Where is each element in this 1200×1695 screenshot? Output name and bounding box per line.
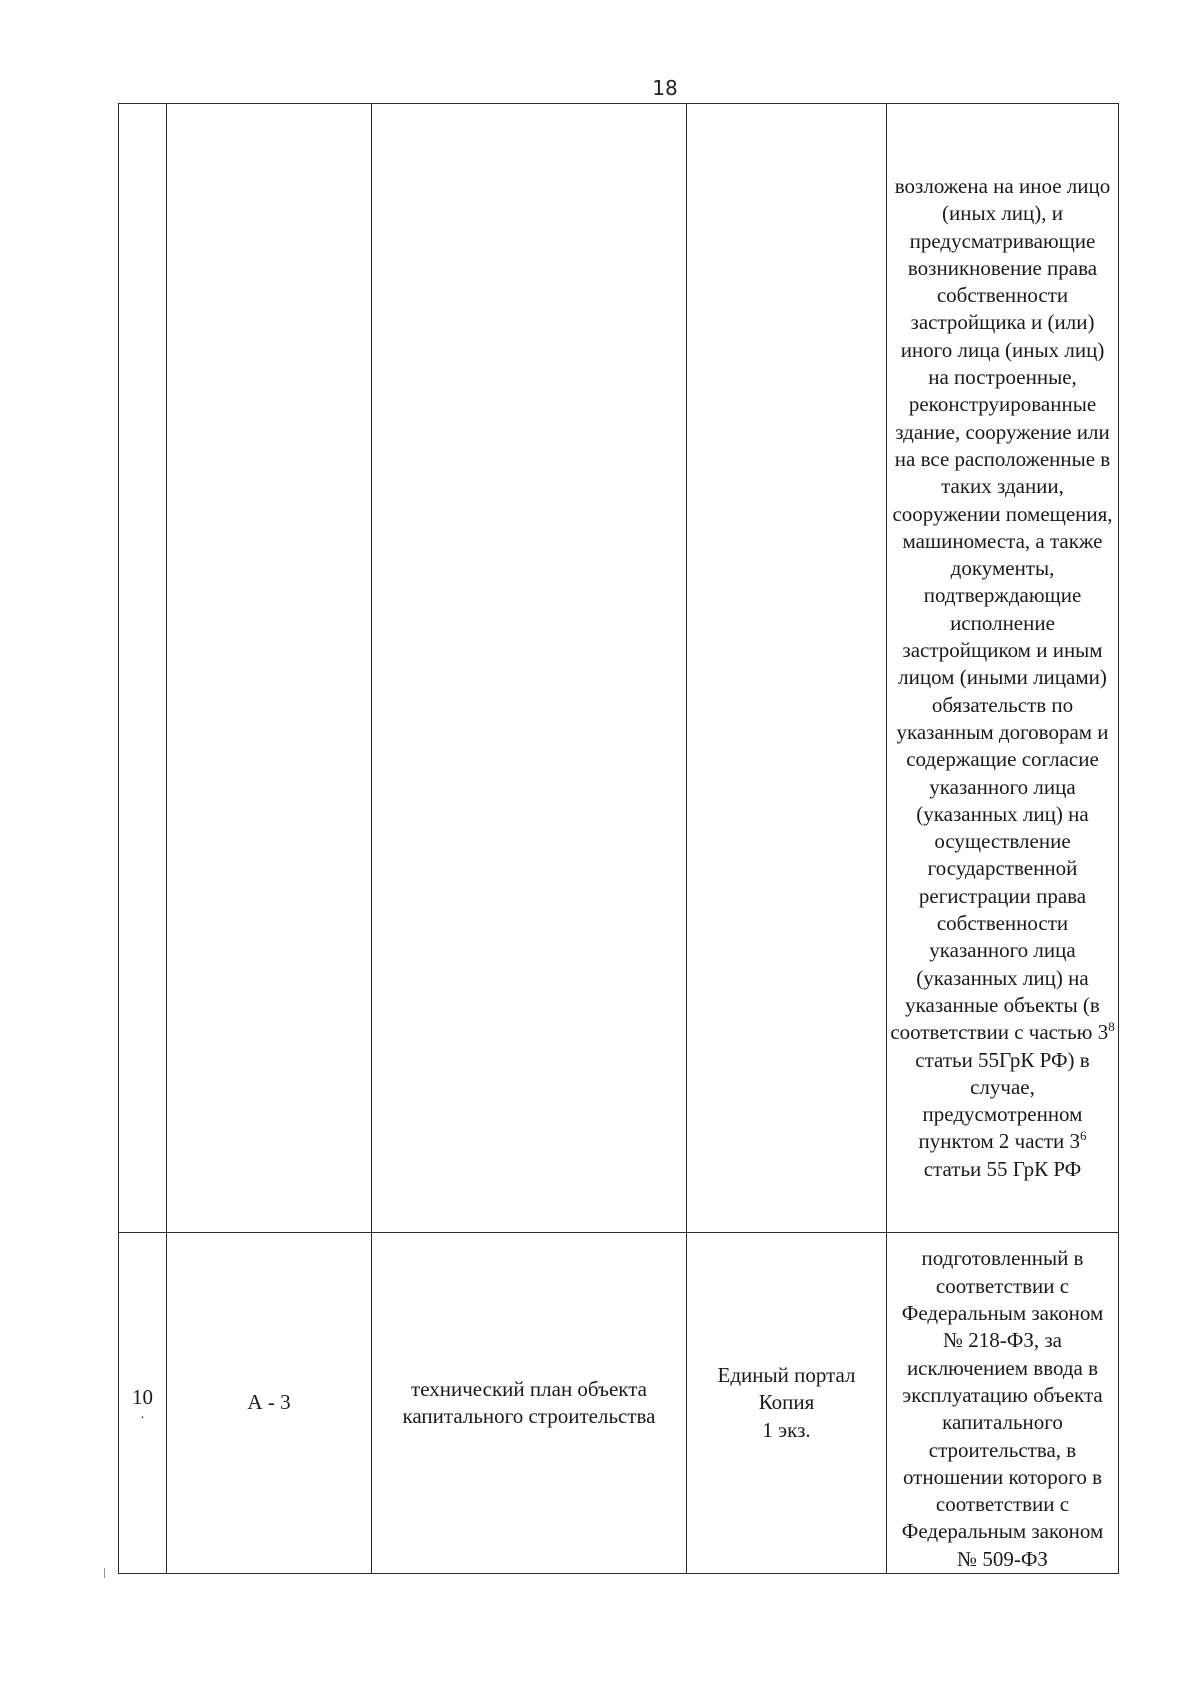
superscript-8: 8: [1108, 1019, 1115, 1035]
document-name-cell: технический план объекта капитального строительства: [372, 1233, 687, 1574]
number-cell-empty: [119, 104, 167, 1233]
row-number: 10: [132, 1385, 153, 1409]
channel-cell-empty: [687, 104, 887, 1233]
document-requirements-table: [118, 103, 1119, 1574]
notes-text-part-3: статьи 55 ГрК РФ: [923, 1156, 1082, 1181]
notes-cell-continuation: [887, 104, 1119, 1233]
code-cell-empty: [167, 104, 372, 1233]
submission-channel: Единый портал: [717, 1363, 856, 1388]
row-number-dot: .: [140, 1407, 145, 1422]
notes-text-part-1: возложена на иное лицо (иных лиц), и предусматривающие возникновение права собственности застройщика и (или) иного лица (иных лиц) на построенные, реконструированные здание, сооружение или на все расположенные в таких здании, сооружении помещения, машиноместа, а также документы, подтверждающие исполнение застройщиком и иным лицом (иными лицами) обязательств по указанным договорам и содержащие согласие указанного лица (указанных лиц) на осуществление государственной регистрации права собственности указанного лица (указанных лиц) на указанные объекты (в соответствии с частью 3: [890, 174, 1113, 1045]
notes-cell: подготовленный в соответствии с Федеральным законом № 218-ФЗ, за исключением ввода в эксплуатацию объекта капитального строительства, в отношении которого в соответствии с Федеральным законом № 509-ФЗ: [887, 1233, 1119, 1574]
submission-cell: [687, 1233, 887, 1574]
code-cell: А - 3: [167, 1233, 372, 1574]
table-row-10: [119, 1233, 1119, 1574]
table-row-continuation: [119, 104, 1119, 1233]
document-quantity: 1 экз.: [762, 1417, 811, 1442]
notes-text-part-2: статьи 55ГрК РФ) в случае, предусмотренном пунктом 2 части 3: [915, 1047, 1090, 1154]
superscript-6: 6: [1080, 1128, 1087, 1144]
document-form: Копия: [758, 1390, 815, 1415]
document-cell-empty: [372, 104, 687, 1233]
scan-artifact-mark: [104, 1568, 105, 1578]
row-number-cell: [119, 1233, 167, 1574]
page-number: 18: [652, 76, 678, 100]
